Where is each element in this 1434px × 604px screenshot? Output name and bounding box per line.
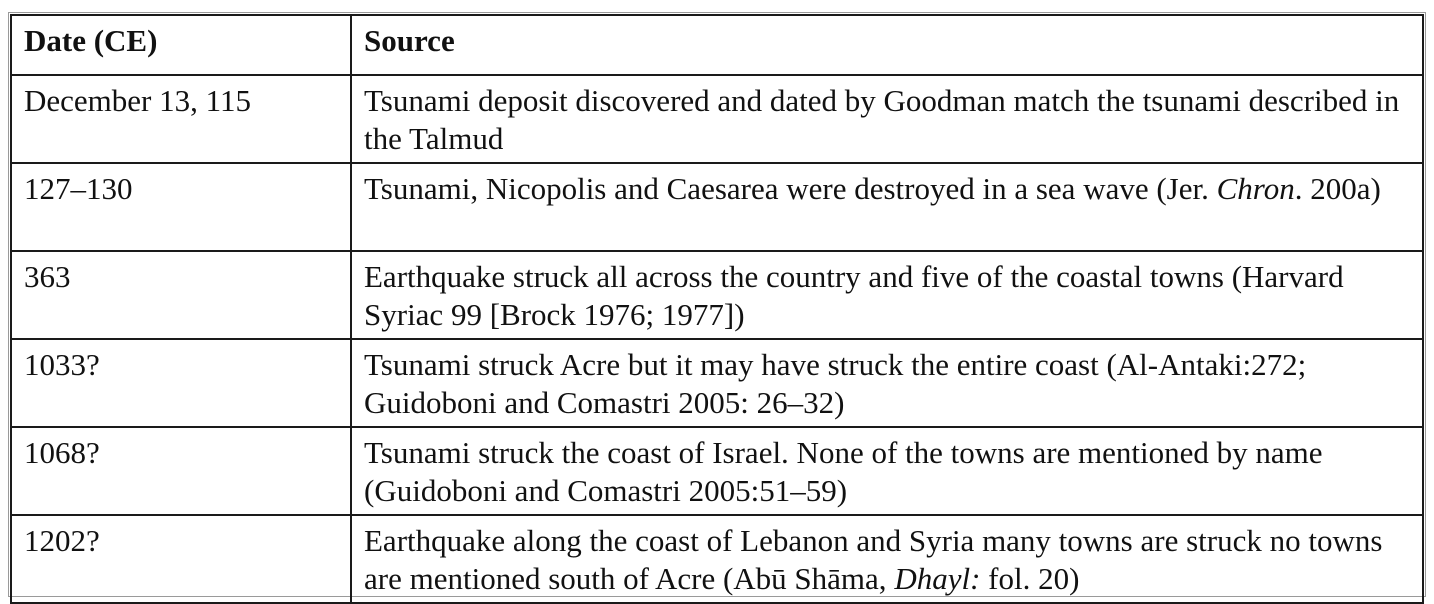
date-cell: 363 (11, 251, 351, 339)
source-text: Tsunami struck Acre but it may have struck the entire coast (Al-Antaki:272; Guidoboni and Comastri 2005: 26–32) (364, 347, 1307, 420)
header-date: Date (CE) (11, 15, 351, 75)
table-frame (8, 12, 1426, 597)
table-row (11, 75, 1423, 163)
tsunami-events-table (10, 14, 1424, 604)
date-cell: December 13, 115 (11, 75, 351, 163)
table-row (11, 163, 1423, 251)
source-cell (351, 75, 1423, 163)
source-cell (351, 339, 1423, 427)
table-row (11, 339, 1423, 427)
header-source: Source (351, 15, 1423, 75)
source-text: Earthquake along the coast of Lebanon and Syria many towns are struck no towns are mentioned south of Acre (Abū Shāma, (364, 523, 1383, 596)
source-text: Tsunami deposit discovered and dated by Goodman match the tsunami described in the Talmud (364, 83, 1400, 156)
source-cell (351, 427, 1423, 515)
date-cell: 1068? (11, 427, 351, 515)
source-text: Earthquake struck all across the country and five of the coastal towns (Harvard Syriac 99 [Brock 1976; 1977]) (364, 259, 1344, 332)
source-text: Tsunami, Nicopolis and Caesarea were destroyed in a sea wave (Jer. (364, 171, 1217, 206)
source-cell (351, 163, 1423, 251)
date-cell: 1202? (11, 515, 351, 603)
table-header-row (11, 15, 1423, 75)
table-row (11, 515, 1423, 603)
source-text: fol. 20) (980, 561, 1080, 596)
source-text: . 200a) (1294, 171, 1381, 206)
table-row (11, 427, 1423, 515)
source-cell (351, 251, 1423, 339)
table-row (11, 251, 1423, 339)
date-cell: 1033? (11, 339, 351, 427)
source-text: Tsunami struck the coast of Israel. None of the towns are mentioned by name (Guidoboni and Comastri 2005:51–59) (364, 435, 1323, 508)
source-italic-text: Dhayl: (894, 561, 981, 596)
source-cell (351, 515, 1423, 603)
source-italic-text: Chron (1216, 171, 1295, 206)
date-cell: 127–130 (11, 163, 351, 251)
